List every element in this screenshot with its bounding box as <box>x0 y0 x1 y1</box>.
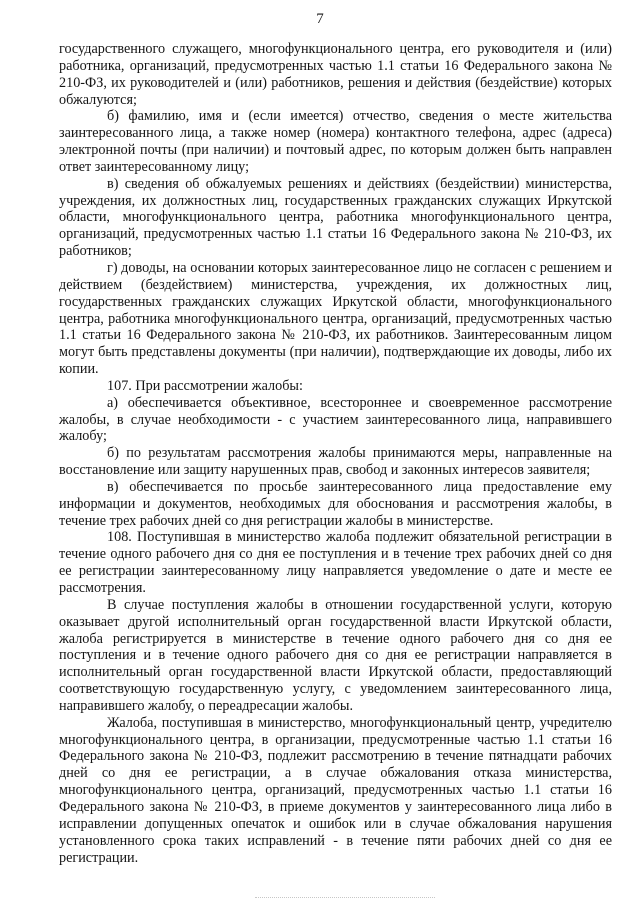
paragraph-item-v-appealed-actions: в) сведения об обжалуемых решениях и действиях (бездействии) министерства, учреждения, их должностных лиц, государственных гражданских служащих Иркутской области, многофункционального центра, работника многофункционального центра, организаций, предусмотренных частью 1.1 статьи 16 Федерального закона № 210-ФЗ, их работников; <box>59 175 612 260</box>
document-body <box>59 41 612 866</box>
paragraph-review-deadlines: Жалоба, поступившая в министерство, многофункциональный центр, учредителю многофункционального центра, в организации, предусмотренные частью 1.1 статьи 16 Федерального закона № 210-ФЗ, подлежит рассмотрению в течение пятнадцати рабочих дней со дня ее регистрации, а в случае обжалования отказа министерства, многофункционального центра, организаций, предусмотренных частью 1.1 статьи 16 Федерального закона № 210-ФЗ, в приеме документов у заинтересованного лица либо в исправлении допущенных опечаток и ошибок или в случае обжалования нарушения установленного срока таких исправлений - в течение пяти рабочих дней со дня ее регистрации. <box>59 714 612 866</box>
paragraph-item-b-contact-details: б) фамилию, имя и (если имеется) отчество, сведения о месте жительства заинтересованного лица, а также номер (номера) контактного телефона, адрес (адреса) электронной почты (при наличии) и почтовый адрес, по которым должен быть направлен ответ заинтересованному лицу; <box>59 108 612 175</box>
paragraph-107-v: в) обеспечивается по просьбе заинтересованного лица предоставление ему информации и документов, необходимых для обоснования и рассмотрения жалобы, в течение трех рабочих дней со дня регистрации жалобы в министерстве. <box>59 478 612 529</box>
paragraph-redirect-complaint: В случае поступления жалобы в отношении государственной услуги, которую оказывает другой исполнительный орган государственной власти Иркутской области, жалоба регистрируется в министерстве в течение одного рабочего дня со дня ее поступления и в течение одного рабочего дня со дня ее регистрации направляется в исполнительный орган государственной власти Иркутской области, предоставляющий соответствующую государственную услугу, с уведомлением заинтересованного лица, направившего жалобу, о переадресации жалобы. <box>59 596 612 714</box>
paragraph-107-b: б) по результатам рассмотрения жалобы принимаются меры, направленные на восстановление или защиту нарушенных прав, свобод и законных интересов заявителя; <box>59 445 612 479</box>
paragraph-107-a: а) обеспечивается объективное, всестороннее и своевременное рассмотрение жалобы, в случае необходимости - с участием заинтересованного лица, направившего жалобу; <box>59 394 612 445</box>
paragraph-continuation: государственного служащего, многофункционального центра, его руководителя и (или) работника, организаций, предусмотренных частью 1.1 статьи 16 Федерального закона № 210-ФЗ, их руководителей и (или) работников, решения и действия (бездействие) которых обжалуются; <box>59 41 612 108</box>
paragraph-108: 108. Поступившая в министерство жалоба подлежит обязательной регистрации в течение одного рабочего дня со дня ее поступления и в течение трех рабочих дней со дня ее регистрации заинтересованному лицу направляется уведомление о дате и месте ее рассмотрения. <box>59 529 612 596</box>
scan-bottom-artifact <box>255 897 435 898</box>
page-number: 7 <box>316 11 324 27</box>
paragraph-107-heading: 107. При рассмотрении жалобы: <box>107 377 303 394</box>
paragraph-item-g-arguments: г) доводы, на основании которых заинтересованное лицо не согласен с решением и действием (бездействием) министерства, учреждения, их должностных лиц, государственных гражданских служащих Иркутской области, многофункционального центра, работника многофункционального центра, организаций, предусмотренных частью 1.1 статьи 16 Федерального закона № 210-ФЗ, их работников. Заинтересованным лицом могут быть представлены документы (при наличии), подтверждающие их доводы, либо их копии. <box>59 259 612 378</box>
